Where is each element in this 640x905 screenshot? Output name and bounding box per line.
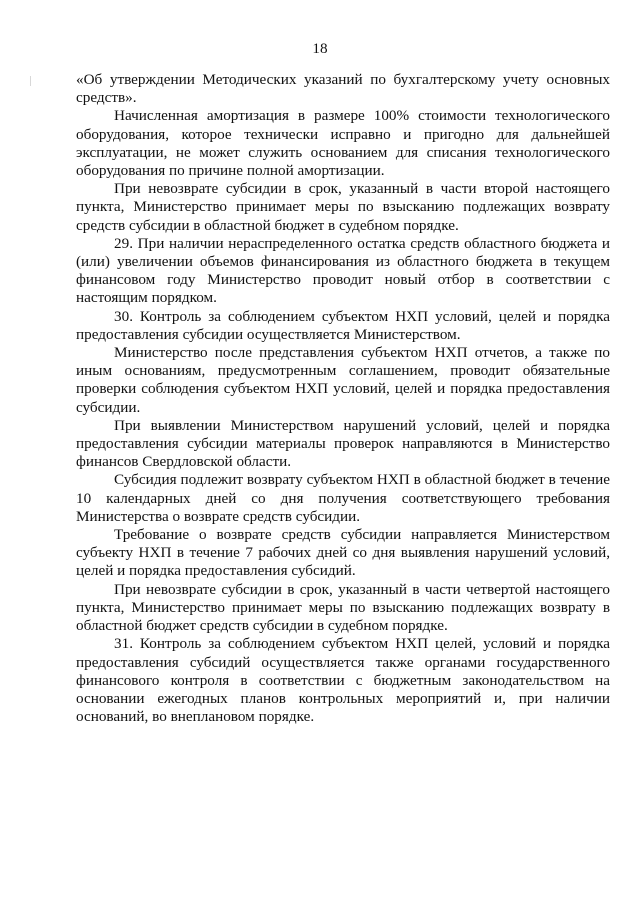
paragraph-clause-31: 31. Контроль за соблюдением субъектом НХП целей, условий и порядка предоставления субсидий осуществляется также органами государственного финансового контроля в соответствии с бюджетным законодательством на основании ежегодных планов контрольных мероприятий и, при наличии оснований, во внеплановом порядке. [76, 635, 610, 726]
paragraph-clause-29: 29. При наличии нераспределенного остатка средств областного бюджета и (или) увеличении объемов финансирования из областного бюджета в текущем финансовом году Министерство проводит новый отбор в соответствии с настоящим порядком. [76, 234, 610, 307]
paragraph-nonreturn-part-two: При невозврате субсидии в срок, указанный в части второй настоящего пункта, Министерство принимает меры по взысканию подлежащих возврату средств субсидии в областной бюджет в судебном порядке. [76, 180, 610, 234]
scan-margin-mark [30, 76, 31, 86]
paragraph-continuation: «Об утверждении Методических указаний по бухгалтерскому учету основных средств». [76, 71, 610, 107]
paragraph-amortization: Начисленная амортизация в размере 100% стоимости технологического оборудования, которое технически исправно и пригодно для дальнейшей эксплуатации, не может служить основанием для списания технологического оборудования по причине полной амортизации. [76, 107, 610, 180]
paragraph-mandatory-checks: Министерство после представления субъектом НХП отчетов, а также по иным основаниям, предусмотренным соглашением, проводит обязательные проверки соблюдения субъектом НХП условий, целей и порядка предоставления субсидии. [76, 344, 610, 416]
paragraph-violations: При выявлении Министерством нарушений условий, целей и порядка предоставления субсидии материалы проверок направляются в Министерство финансов Свердловской области. [76, 416, 610, 471]
paragraph-return-deadline: Субсидия подлежит возврату субъектом НХП в областной бюджет в течение 10 календарных дней со дня получения соответствующего требования Министерства о возврате средств субсидии. [76, 471, 610, 525]
paragraph-nonreturn-part-four: При невозврате субсидии в срок, указанный в части четвертой настоящего пункта, Министерство принимает меры по взысканию подлежащих возврату в областной бюджет средств субсидии в судебном порядке. [76, 580, 610, 635]
paragraph-clause-30: 30. Контроль за соблюдением субъектом НХП условий, целей и порядка предоставления субсидии осуществляется Министерством. [76, 307, 610, 343]
paragraph-return-requirement: Требование о возврате средств субсидии направляется Министерством субъекту НХП в течение 7 рабочих дней со дня выявления нарушений условий, целей и порядка предоставления субсидий. [76, 526, 610, 580]
document-body [76, 71, 610, 726]
page-number: 18 [312, 40, 328, 57]
